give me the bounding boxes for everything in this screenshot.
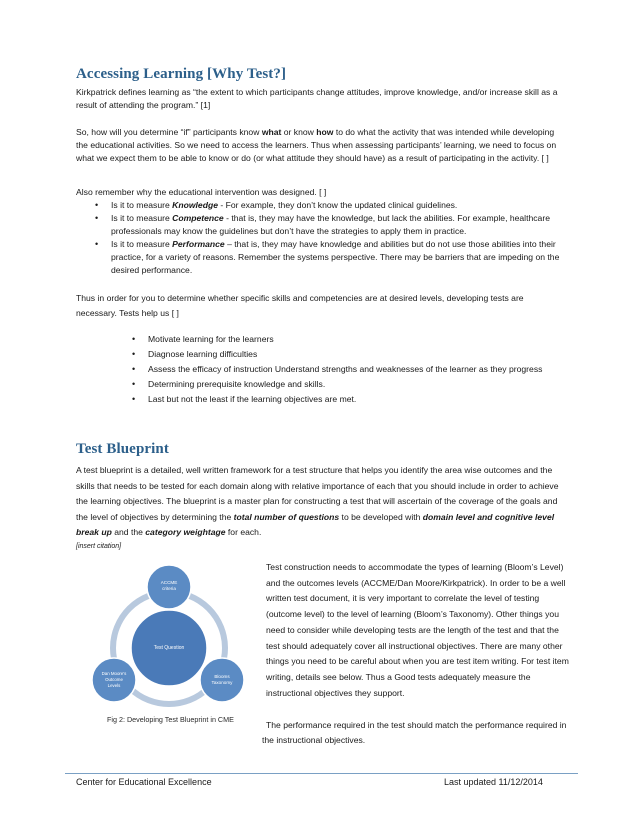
list-item: • Determining prerequisite knowledge and skills. bbox=[130, 377, 550, 392]
measure-list bbox=[93, 199, 565, 277]
footer-updated-date: Last updated 11/12/2014 bbox=[444, 777, 543, 787]
list-item: • Diagnose learning difficulties bbox=[130, 347, 550, 362]
node-dan-moore-label-3: Levels bbox=[107, 683, 121, 688]
footer-divider bbox=[65, 773, 578, 774]
footer-organization: Center for Educational Excellence bbox=[76, 777, 212, 787]
section-heading-test-blueprint: Test Blueprint bbox=[76, 441, 169, 457]
node-blooms-label-1: Blooms bbox=[214, 674, 230, 679]
tests-help-list bbox=[130, 332, 550, 407]
paragraph-how-determine: So, how will you determine “if” participants know what or know how to do what the activity that was intended while developing the educational activities. So we need to access the learners. Thus when assessing participants’ learning, we need to focus on what we expect them to be able to know or do (or what attitude they should have) as a result of participating in the activity. [ ] bbox=[76, 127, 557, 163]
node-dan-moore-label-1: Dan Moore's bbox=[101, 671, 127, 676]
paragraph-thus-in-order: Thus in order for you to determine whether specific skills and competencies are at desired levels, developing tests are necessary. Tests help us [ ] bbox=[76, 293, 524, 318]
node-accme-label-1: ACCME bbox=[160, 580, 178, 585]
blueprint-cycle-diagram bbox=[84, 560, 254, 710]
node-dan-moore-label-2: Outcome bbox=[105, 677, 123, 682]
list-item: • Assess the efficacy of instruction Understand strengths and weaknesses of the learner as they progress bbox=[130, 362, 550, 377]
figure-caption: Fig 2: Developing Test Blueprint in CME bbox=[107, 715, 234, 724]
paragraph-performance: The performance required in the test should match the performance required in the instructional objectives. bbox=[262, 720, 567, 745]
node-accme-label-2: criteria bbox=[162, 586, 176, 591]
center-label: Test Question bbox=[153, 645, 185, 651]
paragraph-blueprint: A test blueprint is a detailed, well written framework for a test structure that helps you identify the area wise outcomes and the skills that needs to be tested for each domain along with relative importance of each that you should include in order to achieve the learning objectives. The blueprint is a master plan for constructing a test that will ascertain of the coverage of the goals and the level of objectives by determining the total number of questions to be developed with domain level and cognitive level break up and the category weightage for each. bbox=[76, 465, 559, 537]
list-item: • Motivate learning for the learners bbox=[130, 332, 550, 347]
list-item: • Is it to measure Competence - that is, they may have the knowledge, but lack the abilities. For example, healthcare professionals may know the guidelines but don’t have the strategies to apply them in practice. bbox=[93, 212, 565, 238]
list-item: • Is it to measure Performance – that is, they may have knowledge and abilities but do not use those abilities into their practice, for a variety of reasons. Remember the systems perspective. There may be barriers that are impeding on the desired performance. bbox=[93, 238, 565, 277]
section-heading-accessing-learning: Accessing Learning [Why Test?] bbox=[76, 66, 287, 82]
citation: [insert citation] bbox=[76, 543, 122, 550]
node-blooms-label-2: Taxonomy bbox=[211, 680, 233, 685]
paragraph-test-construction: Test construction needs to accommodate the types of learning (Bloom’s Level) and the outcomes levels (ACCME/Dan Moore/Kirkpatrick). In order to be a well written test document, it is very important to correlate the level of testing (outcome level) to the level of learning (Bloom’s Taxonomy). Other things you need to consider while developing tests are the length of the test and that the test should adequately cover all instructional objectives. There are many other things you need to be careful about when you are test item writing. For test item writing, details see below. Thus a Good tests adequately measure the instructional objectives they support. bbox=[266, 562, 569, 698]
paragraph-also-remember: Also remember why the educational intervention was designed. [ ] bbox=[76, 187, 327, 197]
list-item: • Is it to measure Knowledge - For example, they don’t know the updated clinical guidelines. bbox=[93, 199, 565, 212]
list-item: • Last but not the least if the learning objectives are met. bbox=[130, 392, 550, 407]
paragraph-kirkpatrick: Kirkpatrick defines learning as “the extent to which participants change attitudes, improve knowledge, and/or increase skill as a result of attending the program.” [1] bbox=[76, 87, 558, 110]
